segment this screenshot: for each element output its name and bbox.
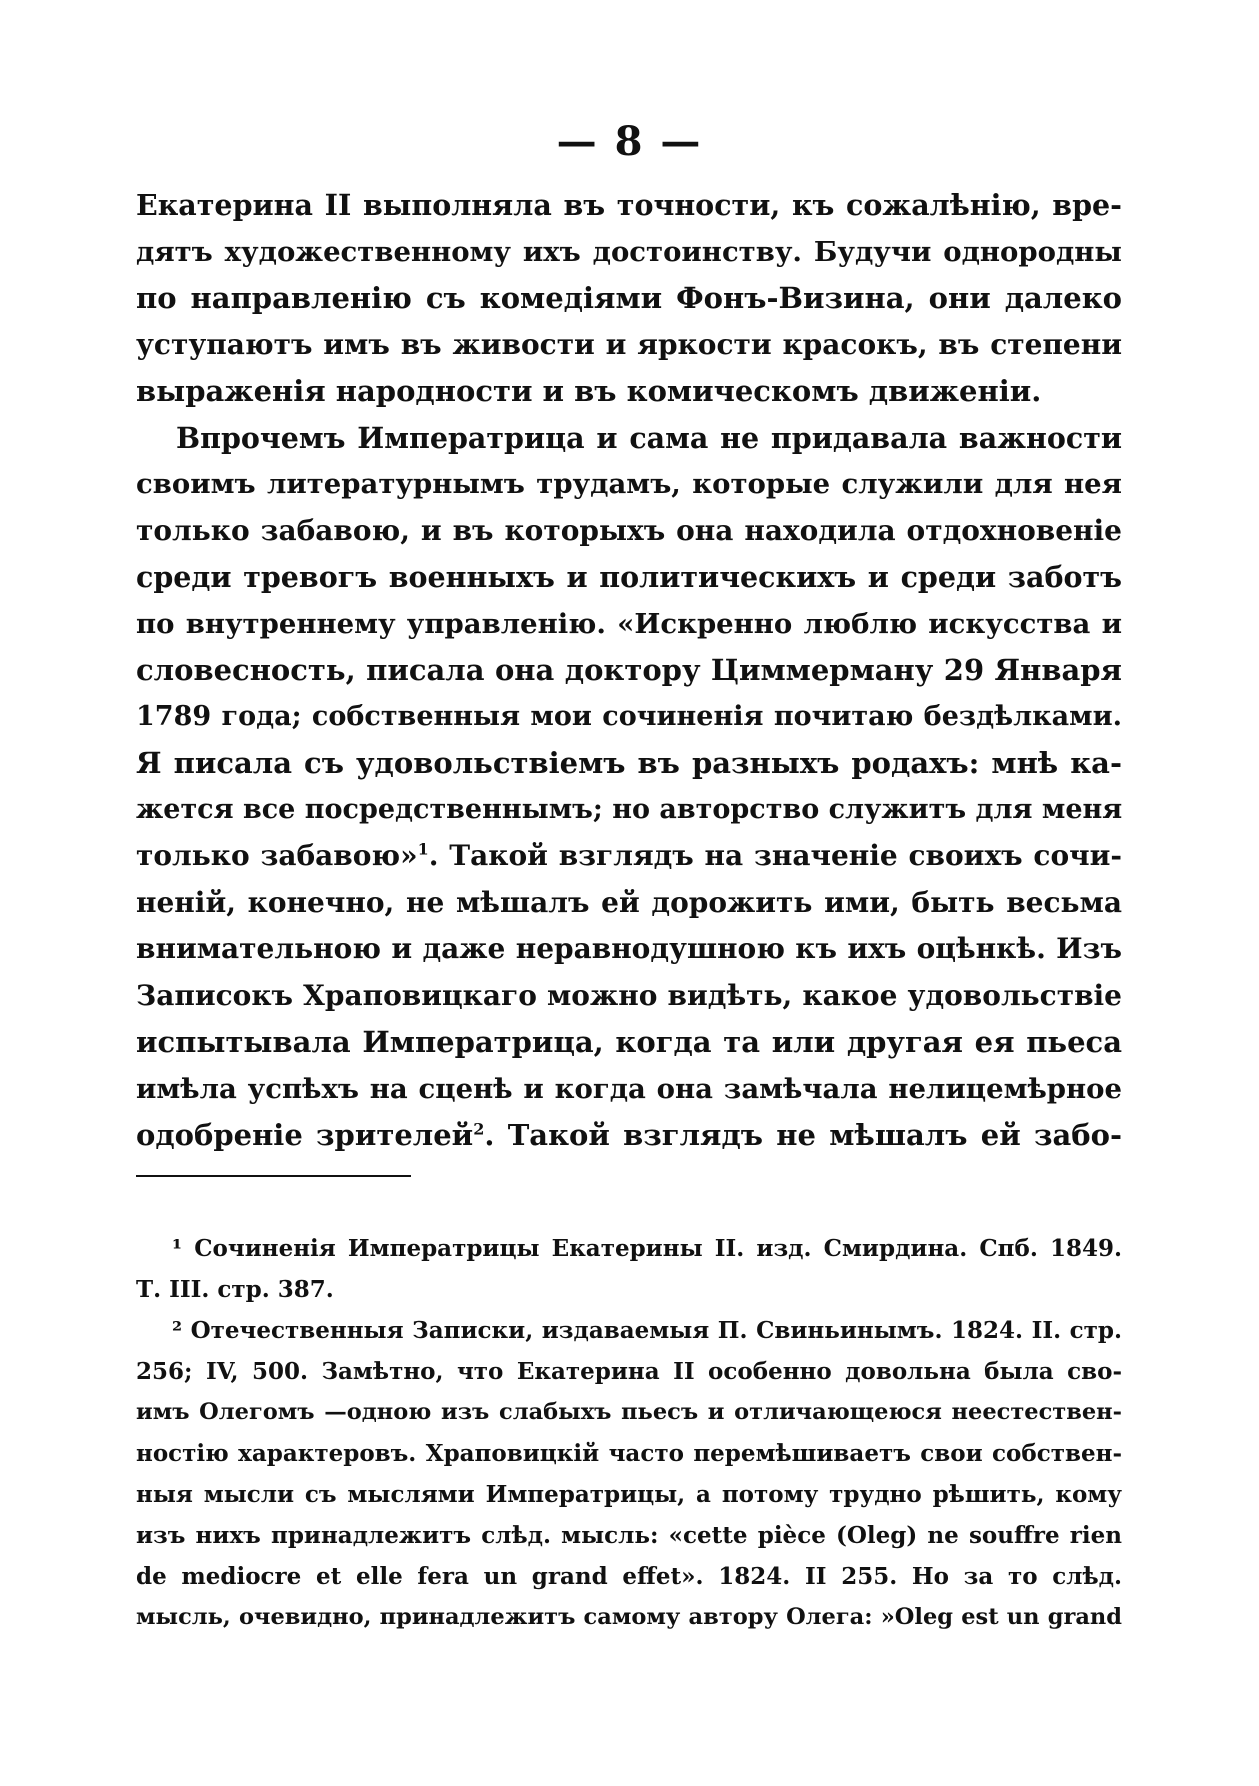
footnote-line: ² Отечественныя Записки, издаваемыя П. Свиньинымъ. 1824. II. стр. <box>172 1317 1122 1344</box>
footnote-reference[interactable]: 1 <box>417 839 429 859</box>
text-line: имѣла успѣхъ на сценѣ и когда она замѣчала нелицемѣрное <box>136 1072 1122 1105</box>
text-line: жется все посредственнымъ; но авторство служитъ для меня <box>136 793 1122 825</box>
text-line: только забавою, и въ которыхъ она находила отдохновеніе <box>136 513 1122 547</box>
text-line: только забавою»$^1$. Такой взглядъ на значеніе своихъ сочи- <box>136 839 1122 872</box>
text-line: дятъ художественному ихъ достоинству. Будучи однородны <box>136 235 1122 268</box>
text-line: испытывала Императрица, когда та или другая ея пьеса <box>136 1025 1122 1059</box>
text-line: Екатерина II выполняла въ точности, къ сожалѣнію, вре- <box>136 188 1122 222</box>
footnote-line: ностію характеровъ. Храповицкій часто перемѣшиваетъ свои собствен- <box>136 1440 1122 1467</box>
footnote-line: 256; IV, 500. Замѣтно, что Екатерина II особенно довольна была сво- <box>136 1358 1122 1385</box>
text-line: одобреніе зрителей$^2$. Такой взглядъ не мѣшалъ ей забо- <box>136 1118 1122 1152</box>
text-line: 1789 года; собственныя мои сочиненія почитаю бездѣлками. <box>136 700 1122 732</box>
footnote-line: имъ Олегомъ —одною изъ слабыхъ пьесъ и отличающеюся неестествен- <box>136 1399 1122 1425</box>
text-line: по внутреннему управленію. «Искренно люблю искусства и <box>136 607 1122 640</box>
footnote-line: ныя мысли съ мыслями Императрицы, а потому трудно рѣшить, кому <box>136 1481 1122 1508</box>
footnote-separator <box>136 1175 411 1177</box>
text-line: выраженія народности и въ комическомъ движеніи. <box>136 374 1042 408</box>
text-fragment: одобреніе зрителей <box>136 1118 474 1152</box>
text-fragment: только забавою» <box>136 839 418 872</box>
text-line: своимъ литературнымъ трудамъ, которые служили для нея <box>136 468 1122 500</box>
footnote-line: мысль, очевидно, принадлежитъ самому автору Олега: »Oleg est un grand <box>136 1604 1122 1630</box>
text-fragment: Такой взглядъ на значеніе своихъ сочи- <box>449 839 1122 872</box>
main-text-block <box>136 182 1122 1159</box>
text-line: Записокъ Храповицкаго можно видѣть, какое удовольствіе <box>136 978 1122 1012</box>
footnote-line: изъ нихъ принадлежитъ слѣд. мысль: «cette pièce (Oleg) ne souffre rien <box>136 1522 1122 1549</box>
text-fragment: Такой взглядъ не мѣшалъ ей забо- <box>507 1118 1122 1152</box>
text-line: словесность, писала она доктору Циммерману 29 Января <box>136 653 1122 687</box>
text-line: неній, конечно, не мѣшалъ ей дорожить ими, быть весьма <box>136 885 1122 919</box>
footnotes-block <box>136 1228 1122 1638</box>
footnote-line: Т. III. стр. 387. <box>136 1276 334 1303</box>
text-line: Впрочемъ Императрица и сама не придавала важности <box>176 420 1122 455</box>
text-line: по направленію съ комедіями Фонъ-Визина, они далеко <box>136 281 1122 315</box>
page-number: — 8 — <box>556 118 703 165</box>
footnote-line: de mediocre et elle fera un grand effet». 1824. II 255. Но за то слѣд. <box>136 1563 1122 1590</box>
text-line: уступаютъ имъ въ живости и яркости красокъ, въ степени <box>136 327 1122 361</box>
footnote-reference[interactable]: 2 <box>473 1119 485 1139</box>
text-line: среди тревогъ военныхъ и политическихъ и среди заботъ <box>136 560 1122 594</box>
text-line: Я писала съ удовольствіемъ въ разныхъ родахъ: мнѣ ка- <box>136 746 1122 780</box>
footnote-line: ¹ Сочиненія Императрицы Екатерины II. изд. Смирдина. Спб. 1849. <box>172 1235 1122 1262</box>
text-line: внимательною и даже неравнодушною къ ихъ оцѣнкѣ. Изъ <box>136 932 1122 965</box>
